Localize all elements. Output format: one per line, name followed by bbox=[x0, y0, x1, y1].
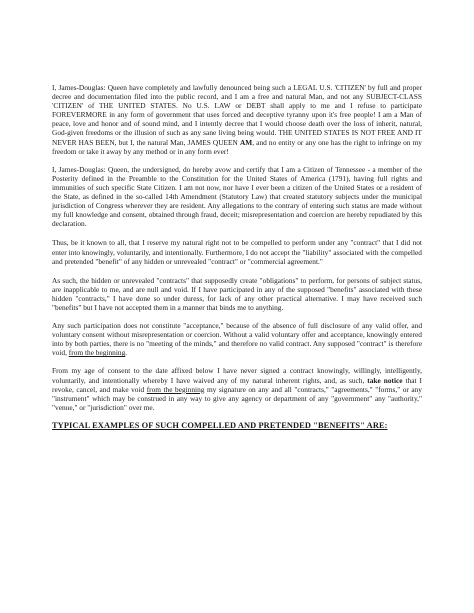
emphasis-bold: AM bbox=[239, 137, 253, 147]
emphasis-underline: from the beginning bbox=[146, 384, 205, 394]
paragraph-citizenship-avowal bbox=[52, 165, 422, 229]
text-segment: I, James-Douglas: Queen have completely and lawfully denounced being such a LEGAL U.S. 'CITIZEN' by full and proper decree and documentation filed into the public record, and I am a free and natural Man, and not any SUBJECT-CLASS 'CITIZEN' of THE UNITED STATES. No U.S. LAW or DEBT shall apply to me and I refuse to participate FOREVERMORE in any form of government that uses forced and deceptive tyranny upon it's free people! I am a Man of peace, love and honor and of sound mind, and I intently decree that I would choose death over the loss of inherit, natural, God-given freedoms or the illusion of such as any sane living being would. THE UNITED STATES IS NOT FREE AND IT NEVER HAS BEEN, but I, the natural Man, JAMES QUEEN bbox=[52, 83, 422, 147]
text-segment: Any such participation does not constitute "acceptance," because of the absence of full disclosure of any valid offer, and voluntary consent without misrepresentation or coercion. Without a valid voluntary offer and acceptance, knowingly entered into by both parties, there is no "meeting of the minds," and therefore no valid contract. Any supposed "contract" is therefore void, bbox=[52, 321, 422, 358]
paragraph-revocation bbox=[52, 366, 422, 411]
text-segment: Thus, be it known to all, that I reserve my natural right not to be compelled to perform under any "contract" that I did not enter into knowingly, voluntarily, and intentionally. Furthermore, I do not accept the "liability" associated with the compelled and pretended "benefit" of any hidden or unrevealed "contract" or "commercial agreement." bbox=[52, 238, 422, 266]
emphasis-underline: from the beginning bbox=[68, 348, 126, 358]
paragraph-no-acceptance bbox=[52, 321, 422, 357]
paragraph-denouncement bbox=[52, 83, 422, 156]
emphasis-bold: take notice bbox=[367, 375, 403, 385]
text-segment: As such, the hidden or unrevealed "contracts" that supposedly create "obligations" to perform, for persons of subject status, are inapplicable to me, and are null and void. If I have participated in any of the supposed "benefits" associated with these hidden "contracts," I have done so under duress, for lack of any other practical alternative. I may have received such "benefits" but I have not accepted them in a manner that binds me to anything. bbox=[52, 275, 422, 312]
text-segment: , and no entity or any one has the right to infringe on my freedom or take it away by any method or in any form ever! bbox=[52, 137, 422, 156]
text-segment: From my age of consent to the date affixed below I have never signed a contract knowingly, willingly, intelligently, voluntarily, and intentionally whereby I have waived any of my natural inherent rights, and, as such, bbox=[52, 366, 422, 385]
paragraph-hidden-contracts bbox=[52, 276, 422, 312]
paragraph-reserve-rights bbox=[52, 238, 422, 265]
text-segment: . bbox=[125, 348, 128, 358]
text-segment: that I revoke, cancel, and make void bbox=[52, 375, 422, 394]
section-heading: TYPICAL EXAMPLES OF SUCH COMPELLED AND PRETENDED "BENEFITS" ARE: bbox=[52, 420, 388, 430]
text-segment: my signature on any and all "contracts," "agreements," "forms," or any "instrument" which may be construed in any way to give any agency or department of any "government" any "authority," "venue," or "jurisdiction" over me. bbox=[52, 384, 422, 412]
text-segment: I, James-Douglas: Queen, the undersigned, do hereby avow and certify that I am a Citizen of Tennessee - a member of the Posterity defined in the Preamble to the Constitution for the United States of America (1791), having full rights and immunities of such specific State Citizen. I am not now, nor have I ever been a citizen of the United States or a resident of the State, as defined in the so-called 14th Amendment (Statutory Law) that created statutory subjects under the municipal jurisdiction of Congress wherever they are resident. Any allegations to the contrary of entering such status are made without my full knowledge and consent, obtained through fraud, deceit; misrepresentation and coercion are hereby repudiated by this declaration. bbox=[52, 164, 422, 229]
